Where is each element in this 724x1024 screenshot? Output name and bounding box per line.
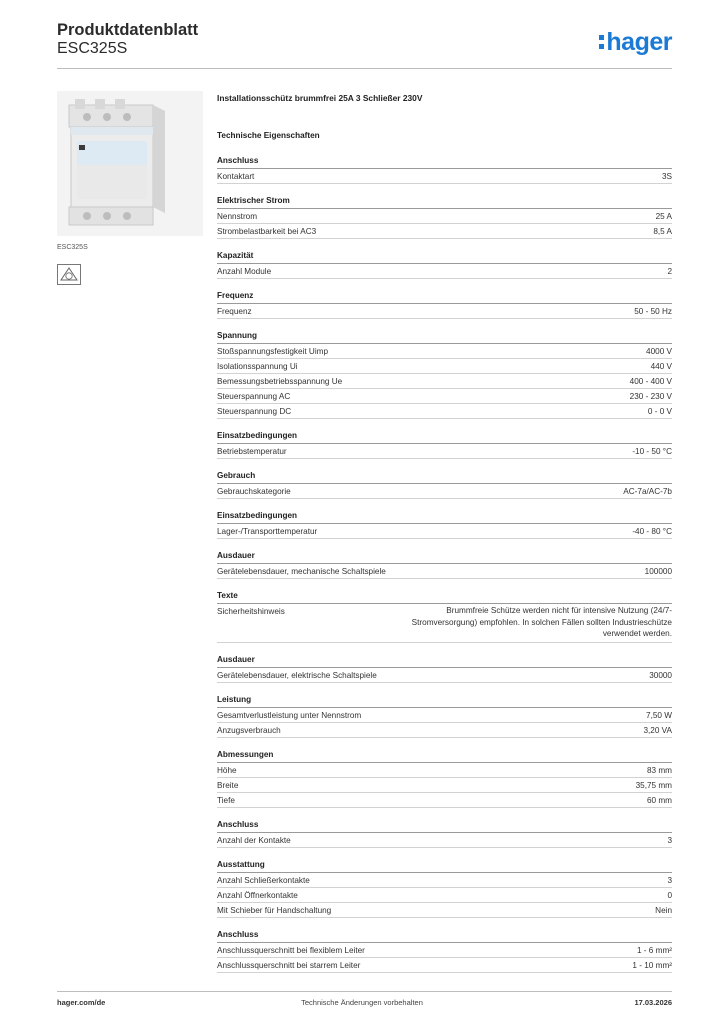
- spec-value: Nein: [655, 905, 672, 915]
- spec-value: 2: [667, 267, 672, 276]
- spec-value: 50 - 50 Hz: [634, 307, 672, 316]
- spec-value: -40 - 80 °C: [632, 527, 672, 536]
- contactor-illustration: [57, 91, 203, 236]
- spec-row: [217, 943, 672, 958]
- spec-value: 230 - 230 V: [629, 392, 672, 401]
- spec-value: 1 - 10 mm²: [632, 960, 672, 970]
- spec-row: [217, 444, 672, 459]
- spec-group: [217, 331, 672, 419]
- spec-group-title: Kapazität: [217, 251, 672, 264]
- spec-label: Anzugsverbrauch: [217, 725, 281, 735]
- spec-group: [217, 930, 672, 973]
- page-title: Produktdatenblatt: [57, 21, 199, 39]
- spec-row: [217, 304, 672, 319]
- spec-row: [217, 888, 672, 903]
- spec-label: Gerätelebensdauer, elektrische Schaltspiele: [217, 670, 377, 680]
- spec-label: Steuerspannung AC: [217, 392, 291, 401]
- spec-group-title: Ausdauer: [217, 655, 672, 668]
- spec-value: Brummfreie Schütze werden nicht für intensive Nutzung (24/7-Stromversorgung) empfohlen. In solchen Fällen sollten Industrieschütze verwendet werden.: [411, 606, 672, 638]
- spec-value: 83 mm: [646, 765, 672, 775]
- spec-row: [217, 264, 672, 279]
- spec-row: [217, 873, 672, 888]
- spec-label: Anzahl Öffnerkontakte: [217, 890, 298, 900]
- spec-row: [217, 668, 672, 683]
- spec-value: 100000: [644, 567, 672, 576]
- spec-group-title: Einsatzbedingungen: [217, 511, 672, 524]
- spec-label: Anzahl der Kontakte: [217, 835, 291, 845]
- spec-label: Gerätelebensdauer, mechanische Schaltspiele: [217, 567, 386, 576]
- spec-label: Gesamtverlustleistung unter Nennstrom: [217, 710, 362, 720]
- spec-label: Höhe: [217, 765, 237, 775]
- spec-label: Betriebstemperatur: [217, 447, 287, 456]
- spec-group: [217, 551, 672, 579]
- spec-row: [217, 604, 672, 643]
- spec-value: 8,5 A: [653, 227, 672, 236]
- spec-row: [217, 344, 672, 359]
- spec-groups: [217, 156, 672, 973]
- spec-value: 3S: [661, 172, 672, 181]
- spec-value: 4000 V: [646, 347, 672, 356]
- spec-row: [217, 524, 672, 539]
- ce-mark-icon: [57, 264, 81, 285]
- spec-row: [217, 778, 672, 793]
- spec-row: [217, 374, 672, 389]
- spec-value: 3: [667, 875, 672, 885]
- spec-value: 0: [667, 890, 672, 900]
- spec-label: Anschlussquerschnitt bei starrem Leiter: [217, 960, 361, 970]
- spec-row: [217, 763, 672, 778]
- spec-row: [217, 708, 672, 723]
- spec-group-title: Einsatzbedingungen: [217, 431, 672, 444]
- spec-group: [217, 750, 672, 808]
- spec-group-title: Anschluss: [217, 930, 672, 943]
- hager-logo: [599, 27, 672, 57]
- spec-group: [217, 156, 672, 184]
- spec-label: Mit Schieber für Handschaltung: [217, 905, 332, 915]
- spec-value: -10 - 50 °C: [632, 447, 672, 456]
- spec-value: 1 - 6 mm²: [636, 945, 672, 955]
- spec-group: [217, 431, 672, 459]
- spec-label: Lager-/Transporttemperatur: [217, 527, 318, 536]
- product-description: Installationsschütz brummfrei 25A 3 Schließer 230V: [217, 93, 423, 103]
- spec-row: [217, 484, 672, 499]
- spec-group: [217, 591, 672, 643]
- spec-row: [217, 723, 672, 738]
- spec-label: Sicherheitshinweis: [217, 607, 285, 616]
- spec-group-title: Elektrischer Strom: [217, 196, 672, 209]
- spec-group: [217, 511, 672, 539]
- spec-group-title: Ausstattung: [217, 860, 672, 873]
- spec-group: [217, 196, 672, 239]
- spec-value: 440 V: [650, 362, 672, 371]
- spec-row: [217, 903, 672, 918]
- spec-label: Anschlussquerschnitt bei flexiblem Leiter: [217, 945, 365, 955]
- product-image: [57, 91, 203, 236]
- spec-row: [217, 958, 672, 973]
- spec-row: [217, 169, 672, 184]
- spec-group-title: Anschluss: [217, 820, 672, 833]
- spec-row: [217, 224, 672, 239]
- spec-row: [217, 389, 672, 404]
- spec-label: Nennstrom: [217, 212, 258, 221]
- footer-divider: [57, 991, 672, 992]
- spec-group-title: Spannung: [217, 331, 672, 344]
- spec-value: 3,20 VA: [643, 725, 672, 735]
- spec-value: 35,75 mm: [635, 780, 672, 790]
- spec-label: Isolationsspannung Ui: [217, 362, 298, 371]
- spec-value: 60 mm: [646, 795, 672, 805]
- spec-group-title: Abmessungen: [217, 750, 672, 763]
- footer-date: 17.03.2026: [634, 998, 672, 1007]
- footer-website-link[interactable]: hager.com/de: [57, 998, 106, 1007]
- spec-value: 7,50 W: [646, 710, 672, 720]
- spec-group: [217, 695, 672, 738]
- spec-group: [217, 820, 672, 848]
- spec-group: [217, 251, 672, 279]
- spec-group: [217, 291, 672, 319]
- spec-label: Steuerspannung DC: [217, 407, 292, 416]
- spec-value: 400 - 400 V: [629, 377, 672, 386]
- product-image-caption: ESC325S: [57, 244, 88, 251]
- spec-label: Strombelastbarkeit bei AC3: [217, 227, 317, 236]
- section-title: Technische Eigenschaften: [217, 131, 320, 140]
- spec-group-title: Gebrauch: [217, 471, 672, 484]
- spec-row: [217, 404, 672, 419]
- spec-group: [217, 471, 672, 499]
- spec-label: Anzahl Schließerkontakte: [217, 875, 310, 885]
- spec-row: [217, 359, 672, 374]
- spec-label: Stoßspannungsfestigkeit Uimp: [217, 347, 329, 356]
- spec-label: Frequenz: [217, 307, 252, 316]
- header-divider: [57, 68, 672, 69]
- spec-group: [217, 860, 672, 918]
- spec-group-title: Texte: [217, 591, 672, 604]
- spec-label: Anzahl Module: [217, 267, 272, 276]
- spec-label: Tiefe: [217, 795, 235, 805]
- spec-value: 30000: [649, 670, 672, 680]
- spec-label: Breite: [217, 780, 239, 790]
- spec-label: Bemessungsbetriebsspannung Ue: [217, 377, 343, 386]
- spec-group-title: Frequenz: [217, 291, 672, 304]
- spec-value: 25 A: [655, 212, 672, 221]
- spec-value: AC-7a/AC-7b: [623, 487, 672, 496]
- spec-row: [217, 564, 672, 579]
- product-code: ESC325S: [57, 40, 128, 57]
- spec-row: [217, 209, 672, 224]
- spec-row: [217, 833, 672, 848]
- spec-group-title: Ausdauer: [217, 551, 672, 564]
- spec-group-title: Anschluss: [217, 156, 672, 169]
- spec-row: [217, 793, 672, 808]
- spec-value: 0 - 0 V: [647, 407, 672, 416]
- spec-content: [217, 93, 672, 973]
- spec-value: 3: [667, 835, 672, 845]
- logo-text: hager: [606, 27, 672, 56]
- spec-label: Gebrauchskategorie: [217, 487, 291, 496]
- logo-dots-icon: [599, 35, 604, 49]
- footer-notice: Technische Änderungen vorbehalten: [301, 998, 423, 1007]
- spec-label: Kontaktart: [217, 172, 255, 181]
- spec-group: [217, 655, 672, 683]
- spec-group-title: Leistung: [217, 695, 672, 708]
